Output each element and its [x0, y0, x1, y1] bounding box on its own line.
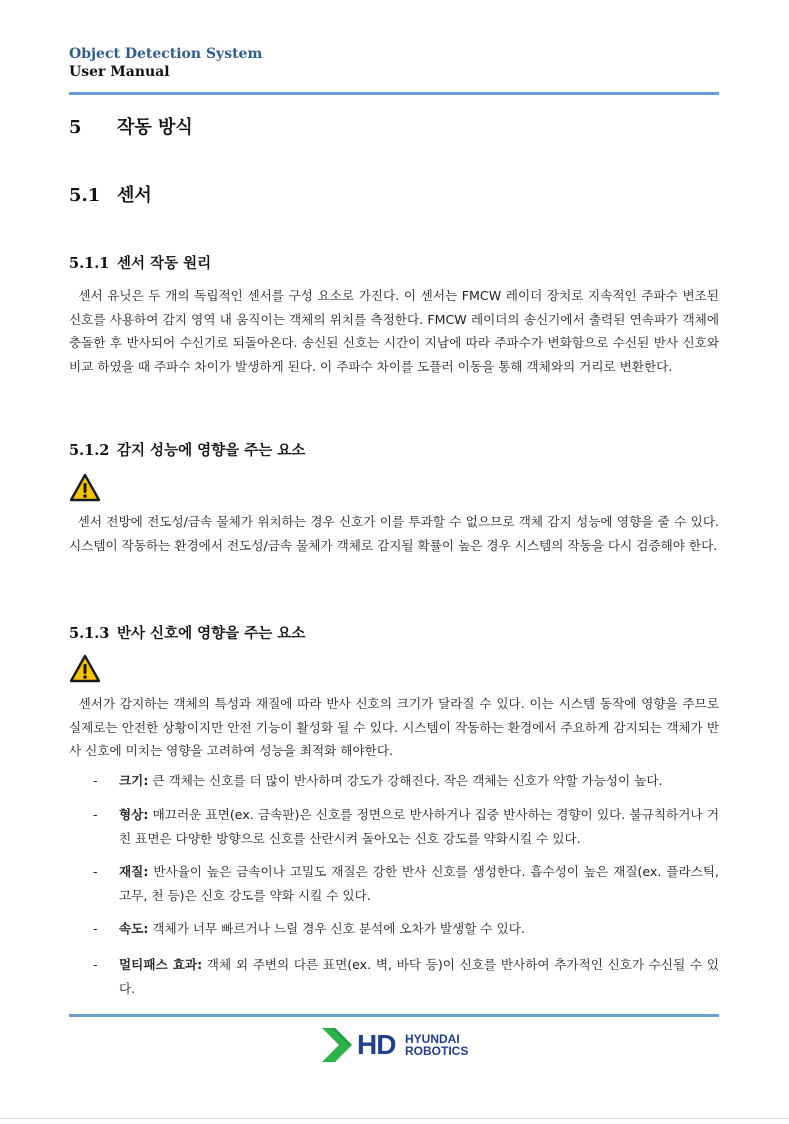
reflection-factor-list [93, 769, 719, 1009]
subsubsection-heading-511 [69, 252, 211, 273]
subsubsection-heading-512 [69, 439, 305, 460]
list-text: 객체가 너무 빠르거나 느릴 경우 신호 분석에 오차가 발생할 수 있다. [148, 921, 525, 936]
paragraph-text: 센서 전방에 전도성/금속 물체가 위치하는 경우 신호가 이를 투과할 수 없으므로 객체 감지 성능에 영향을 줄 수 있다. 시스템이 작동하는 환경에서 전도성/금속 물체가 객체로 감지될 확률이 높은 경우 시스템의 작동을 다시 검증해야 한다. [69, 514, 719, 553]
section-title: 작동 방식 [117, 117, 193, 138]
heading-title: 감지 성능에 영향을 주는 요소 [117, 443, 306, 459]
warning-icon [69, 654, 101, 684]
subsection-heading [69, 181, 152, 207]
heading-number: 5.1.1 [69, 255, 110, 272]
list-term: 크기: [119, 773, 149, 788]
logo-brand-line2: ROBOTICS [405, 1044, 469, 1058]
heading-title: 반사 신호에 영향을 주는 요소 [117, 626, 306, 642]
list-text: 객체 외 주변의 다른 표면(ex. 벽, 바닥 등)이 신호를 반사하여 추가적인 신호가 수신될 수 있다. [119, 957, 719, 996]
list-item-size [93, 769, 719, 793]
paragraph-text: 센서가 감지하는 객체의 특성과 재질에 따라 반사 신호의 크기가 달라질 수 있다. 이는 시스템 동작에 영향을 주므로 실제로는 안전한 상황이지만 안전 기능이 활성화 될 수 있다. 시스템이 작동하는 환경에서 주요하게 감지되는 객체가 반사 신호에 미치는 영향을 고려하여 성능을 최적화 해야한다. [69, 696, 720, 758]
list-term: 속도: [119, 921, 149, 936]
subsubsection-heading-513 [69, 622, 305, 643]
list-dash: - [93, 921, 98, 936]
paragraph-detection-performance [69, 510, 719, 557]
list-term: 형상: [119, 807, 149, 822]
list-term: 멀티패스 효과: [119, 957, 203, 972]
list-item-multipath [93, 953, 719, 1000]
paragraph-text: 센서 유닛은 두 개의 독립적인 센서를 구성 요소로 가진다. 이 센서는 FMCW 레이더 장치로 지속적인 주파수 변조된 신호를 사용하여 감지 영역 내 움직이는 객체의 위치를 측정한다. FMCW 레이더의 송신기에서 출력된 연속파가 객체에 충돌한 후 반사되어 수신기로 되돌아온다. 송신된 신호는 시간이 지남에 따라 주파수가 변화함으로 수신된 반사 신호와 비교 하였을 때 주파수 차이가 발생하게 된다. 이 주파수 차이를 도플러 이동을 통해 객체와의 거리로 변환한다. [69, 288, 719, 374]
list-dash: - [93, 864, 98, 879]
footer-divider [69, 1014, 719, 1017]
list-item-shape [93, 803, 719, 850]
paragraph-sensor-principle [69, 284, 719, 378]
warning-icon [69, 473, 101, 503]
subsection-number: 5.1 [69, 185, 101, 206]
page-bottom-edge [0, 1118, 789, 1119]
list-text: 큰 객체는 신호를 더 많이 반사하며 강도가 강해진다. 작은 객체는 신호가 약할 가능성이 높다. [148, 773, 663, 788]
list-dash: - [93, 807, 98, 822]
page-header [69, 45, 262, 81]
header-divider [69, 92, 719, 95]
list-text: 매끄러운 표면(ex. 금속판)은 신호를 정면으로 반사하거나 집중 반사하는 경향이 있다. 불규칙하거나 거친 표면은 다양한 방향으로 신호를 산란시켜 돌아오는 신호 강도를 약화시킬 수 있다. [119, 807, 719, 846]
header-title: Object Detection System [69, 46, 263, 62]
list-dash: - [93, 957, 98, 972]
subsection-title: 센서 [117, 185, 152, 206]
paragraph-reflection-signal [69, 692, 719, 763]
heading-number: 5.1.2 [69, 442, 110, 459]
list-term: 재질: [119, 864, 149, 879]
section-number: 5 [69, 117, 82, 138]
list-dash: - [93, 773, 98, 788]
list-item-material [93, 860, 719, 907]
heading-title: 센서 작동 원리 [117, 256, 212, 272]
section-heading [69, 113, 193, 139]
logo-brand-text [405, 1033, 468, 1057]
logo-arrow-icon [322, 1028, 352, 1062]
header-subtitle: User Manual [69, 64, 170, 80]
hyundai-robotics-logo [322, 1028, 472, 1064]
heading-number: 5.1.3 [69, 625, 110, 642]
logo-brand-line1: HYUNDAI [405, 1032, 460, 1046]
list-text: 반사율이 높은 금속이나 고밀도 재질은 강한 반사 신호를 생성한다. 흡수성이 높은 재질(ex. 플라스틱, 고무, 천 등)은 신호 강도를 약화 시킬 수 있다. [119, 864, 719, 903]
list-item-speed [93, 917, 719, 941]
logo-hd-text: HD [357, 1029, 396, 1060]
